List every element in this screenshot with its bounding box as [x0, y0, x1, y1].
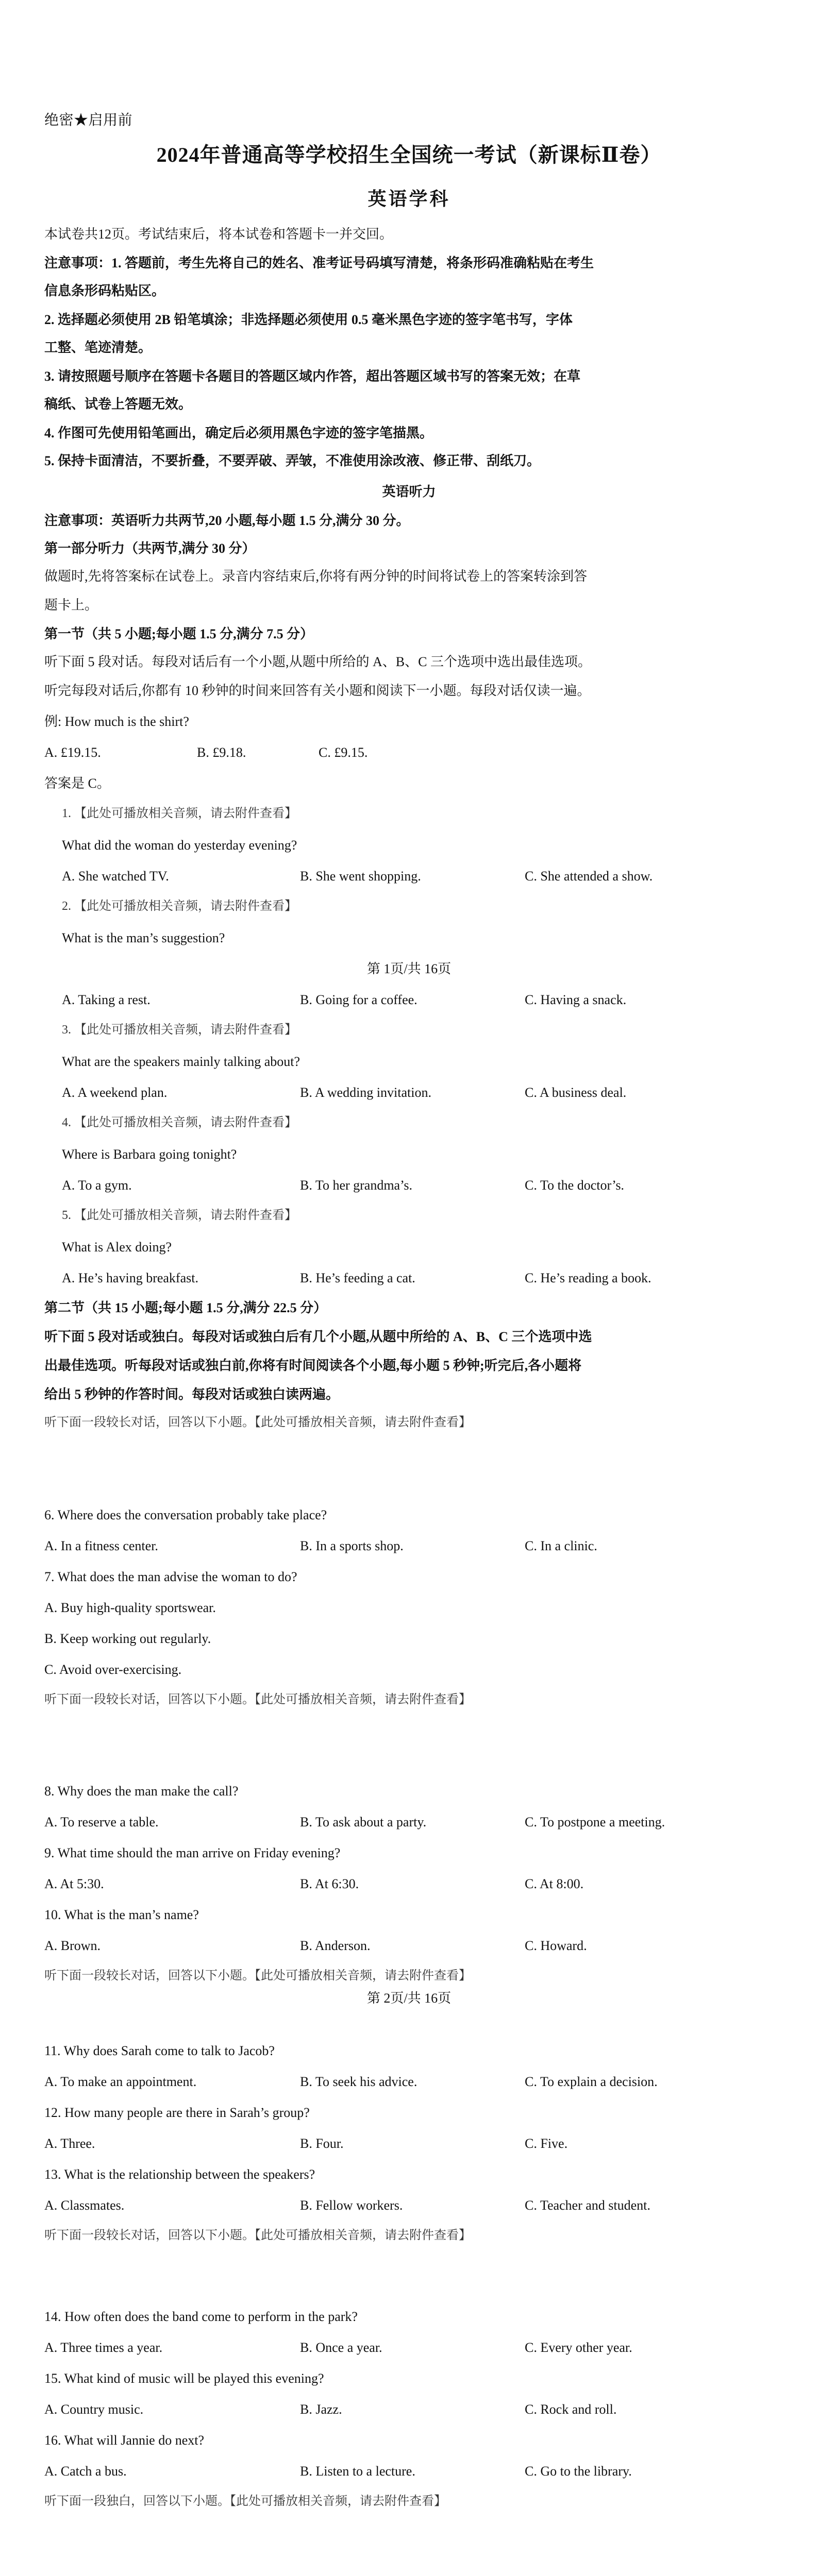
- audio-note-text: 【此处可播放相关音频，请去附件查看】: [74, 1116, 297, 1129]
- sec1-heading: 第一节（共 5 小题;每小题 1.5 分,满分 7.5 分）: [44, 626, 314, 641]
- exam-title: 2024年普通高等学校招生全国统一考试（新课标Ⅱ卷）: [156, 143, 662, 166]
- sec1-desc-b: 听完每段对话后,你都有 10 秒钟的时间来回答有关小题和阅读下一小题。每段对话仅读一遍。: [44, 683, 591, 698]
- option-a[interactable]: A. At 5:30.: [44, 1876, 104, 1891]
- example-option-b: B. £9.18.: [197, 745, 246, 760]
- option-a[interactable]: A. To reserve a table.: [44, 1815, 159, 1829]
- option-a[interactable]: A. A weekend plan.: [62, 1085, 168, 1100]
- question-text: What is the man’s suggestion?: [62, 930, 225, 945]
- option-b[interactable]: B. Listen to a lecture.: [300, 2464, 415, 2479]
- monologue-note[interactable]: 听下面一段独白，回答以下小题。【此处可播放相关音频，请去附件查看】: [44, 2495, 446, 2508]
- sec2-desc-a: 听下面 5 段对话或独白。每段对话或独白后有几个小题,从题中所给的 A、B、C 三个选项中选: [44, 1329, 592, 1344]
- attention-4: 4. 作图可先使用铅笔画出，确定后必须用黑色字迹的签字笔描黑。: [44, 426, 433, 440]
- question-text: What are the speakers mainly talking about?: [62, 1054, 301, 1069]
- example-answer: 答案是 C。: [44, 776, 110, 791]
- option-a[interactable]: A. To make an appointment.: [44, 2074, 197, 2089]
- subject-title: 英语学科: [368, 189, 450, 209]
- part1-desc-b: 题卡上。: [44, 598, 98, 613]
- example-option-a: A. £19.15.: [44, 745, 101, 760]
- audio-note-text: 【此处可播放相关音频，请去附件查看】: [74, 1023, 297, 1037]
- audio-note-q3[interactable]: [62, 1023, 297, 1038]
- option-c[interactable]: C. Avoid over-exercising.: [44, 1662, 182, 1677]
- question-text: What is Alex doing?: [62, 1240, 172, 1255]
- option-c[interactable]: C. To postpone a meeting.: [525, 1815, 665, 1829]
- option-b[interactable]: B. Four.: [300, 2136, 344, 2151]
- pages-note: 本试卷共12页。考试结束后，将本试卷和答题卡一并交回。: [44, 227, 393, 242]
- question-text: 16. What will Jannie do next?: [44, 2433, 205, 2448]
- option-b[interactable]: B. At 6:30.: [300, 1876, 359, 1891]
- option-b[interactable]: B. Going for a coffee.: [300, 992, 418, 1007]
- option-a[interactable]: A. Taking a rest.: [62, 992, 151, 1007]
- audio-note-q4[interactable]: [62, 1116, 297, 1130]
- sec2-desc-c: 给出 5 秒钟的作答时间。每段对话或独白读两遍。: [44, 1387, 340, 1402]
- option-a[interactable]: A. She watched TV.: [62, 869, 169, 884]
- question-number: 1.: [62, 807, 71, 820]
- audio-note-text: 【此处可播放相关音频，请去附件查看】: [74, 1209, 297, 1222]
- option-a[interactable]: A. Country music.: [44, 2402, 144, 2417]
- part1-desc-a: 做题时,先将答案标在试卷上。录音内容结束后,你将有两分钟的时间将试卷上的答案转涂到答: [44, 569, 588, 584]
- question-text: 14. How often does the band come to perform in the park?: [44, 2309, 358, 2324]
- option-b[interactable]: B. To her grandma’s.: [300, 1178, 412, 1193]
- question-text: 6. Where does the conversation probably take place?: [44, 1507, 327, 1522]
- attention-5: 5. 保持卡面清洁，不要折叠，不要弄破、弄皱，不准使用涂改液、修正带、刮纸刀。: [44, 453, 541, 468]
- option-b[interactable]: B. She went shopping.: [300, 869, 421, 884]
- option-a[interactable]: A. Catch a bus.: [44, 2464, 127, 2479]
- audio-note-q5[interactable]: [62, 1209, 297, 1223]
- option-c[interactable]: C. To explain a decision.: [525, 2074, 658, 2089]
- audio-note-q1[interactable]: [62, 807, 297, 821]
- option-a[interactable]: A. In a fitness center.: [44, 1538, 158, 1553]
- question-number: 3.: [62, 1023, 71, 1037]
- audio-note-q2[interactable]: [62, 900, 297, 914]
- sec2-desc-b: 出最佳选项。听每段对话或独白前,你将有时间阅读各个小题,每小题 5 秒钟;听完后,各小题将: [44, 1358, 582, 1373]
- option-c[interactable]: C. Howard.: [525, 1938, 587, 1953]
- option-a[interactable]: A. Classmates.: [44, 2198, 125, 2213]
- question-text: 11. Why does Sarah come to talk to Jacob?: [44, 2043, 275, 2058]
- option-b[interactable]: B. Once a year.: [300, 2340, 382, 2355]
- option-c[interactable]: C. Five.: [525, 2136, 568, 2151]
- option-c[interactable]: C. He’s reading a book.: [525, 1270, 652, 1285]
- question-text: 12. How many people are there in Sarah’s group?: [44, 2105, 310, 2120]
- option-b[interactable]: B. A wedding invitation.: [300, 1085, 431, 1100]
- option-c[interactable]: C. To the doctor’s.: [525, 1178, 624, 1193]
- long-dialog-note[interactable]: 听下面一段较长对话，回答以下小题。【此处可播放相关音频，请去附件查看】: [44, 1416, 471, 1429]
- part1-heading: 第一部分听力（共两节,满分 30 分）: [44, 541, 256, 556]
- question-text: What did the woman do yesterday evening?: [62, 838, 297, 853]
- attention-3a: 3. 请按照题号顺序在答题卡各题目的答题区域内作答，超出答题区域书写的答案无效；在草: [44, 369, 581, 384]
- option-a[interactable]: A. Three times a year.: [44, 2340, 163, 2355]
- option-c[interactable]: C. Go to the library.: [525, 2464, 632, 2479]
- audio-note-text: 【此处可播放相关音频，请去附件查看】: [74, 900, 297, 913]
- audio-note-text: 【此处可播放相关音频，请去附件查看】: [74, 807, 297, 820]
- long-dialog-note[interactable]: 听下面一段较长对话，回答以下小题。【此处可播放相关音频，请去附件查看】: [44, 1693, 471, 1706]
- question-text: Where is Barbara going tonight?: [62, 1147, 237, 1162]
- listening-note: 注意事项：英语听力共两节,20 小题,每小题 1.5 分,满分 30 分。: [44, 513, 410, 528]
- option-a[interactable]: A. Brown.: [44, 1938, 101, 1953]
- option-c[interactable]: C. At 8:00.: [525, 1876, 584, 1891]
- option-b[interactable]: B. To ask about a party.: [300, 1815, 427, 1829]
- example-question: 例: How much is the shirt?: [44, 714, 189, 729]
- option-a[interactable]: A. He’s having breakfast.: [62, 1270, 198, 1285]
- sec1-desc-a: 听下面 5 段对话。每段对话后有一个小题,从题中所给的 A、B、C 三个选项中选出最佳选项。: [44, 654, 591, 669]
- option-b[interactable]: B. To seek his advice.: [300, 2074, 418, 2089]
- option-c[interactable]: C. In a clinic.: [525, 1538, 597, 1553]
- option-b[interactable]: B. Fellow workers.: [300, 2198, 403, 2213]
- option-c[interactable]: C. She attended a show.: [525, 869, 653, 884]
- option-c[interactable]: C. Every other year.: [525, 2340, 632, 2355]
- option-c[interactable]: C. Having a snack.: [525, 992, 627, 1007]
- option-a[interactable]: A. To a gym.: [62, 1178, 132, 1193]
- long-dialog-note[interactable]: 听下面一段较长对话，回答以下小题。【此处可播放相关音频，请去附件查看】: [44, 1969, 471, 1982]
- question-text: 10. What is the man’s name?: [44, 1907, 199, 1922]
- question-number: 4.: [62, 1116, 71, 1129]
- attention-1b: 信息条形码粘贴区。: [44, 283, 165, 298]
- option-a[interactable]: A. Buy high-quality sportswear.: [44, 1600, 216, 1615]
- question-number: 2.: [62, 900, 71, 913]
- page-footer: 第 2页/共 16页: [366, 1991, 452, 2006]
- option-c[interactable]: C. Teacher and student.: [525, 2198, 650, 2213]
- long-dialog-note[interactable]: 听下面一段较长对话，回答以下小题。【此处可播放相关音频，请去附件查看】: [44, 2229, 471, 2242]
- question-text: 9. What time should the man arrive on Friday evening?: [44, 1845, 341, 1860]
- attention-3b: 稿纸、试卷上答题无效。: [44, 397, 192, 412]
- option-b[interactable]: B. In a sports shop.: [300, 1538, 404, 1553]
- secret-mark: 绝密★启用前: [44, 112, 133, 128]
- example-option-c: C. £9.15.: [319, 745, 368, 760]
- attention-1a: 注意事项：1. 答题前，考生先将自己的姓名、准考证号码填写清楚，将条形码准确粘贴在考生: [44, 256, 594, 270]
- listening-heading: 英语听力: [382, 484, 436, 499]
- attention-2b: 工整、笔迹清楚。: [44, 340, 152, 355]
- question-text: 15. What kind of music will be played this evening?: [44, 2371, 324, 2386]
- option-c[interactable]: C. Rock and roll.: [525, 2402, 617, 2417]
- option-c[interactable]: C. A business deal.: [525, 1085, 627, 1100]
- attention-2a: 2. 选择题必须使用 2B 铅笔填涂；非选择题必须使用 0.5 毫米黑色字迹的签字笔书写，字体: [44, 312, 573, 327]
- option-b[interactable]: B. Keep working out regularly.: [44, 1631, 211, 1646]
- option-b[interactable]: B. He’s feeding a cat.: [300, 1270, 415, 1285]
- option-a[interactable]: A. Three.: [44, 2136, 95, 2151]
- option-b[interactable]: B. Jazz.: [300, 2402, 342, 2417]
- question-text: 8. Why does the man make the call?: [44, 1784, 239, 1799]
- page-footer: 第 1页/共 16页: [366, 961, 452, 976]
- sec2-heading: 第二节（共 15 小题;每小题 1.5 分,满分 22.5 分）: [44, 1300, 327, 1315]
- question-number: 5.: [62, 1209, 71, 1222]
- option-b[interactable]: B. Anderson.: [300, 1938, 371, 1953]
- question-text: 7. What does the man advise the woman to do?: [44, 1569, 297, 1584]
- question-text: 13. What is the relationship between the speakers?: [44, 2167, 315, 2182]
